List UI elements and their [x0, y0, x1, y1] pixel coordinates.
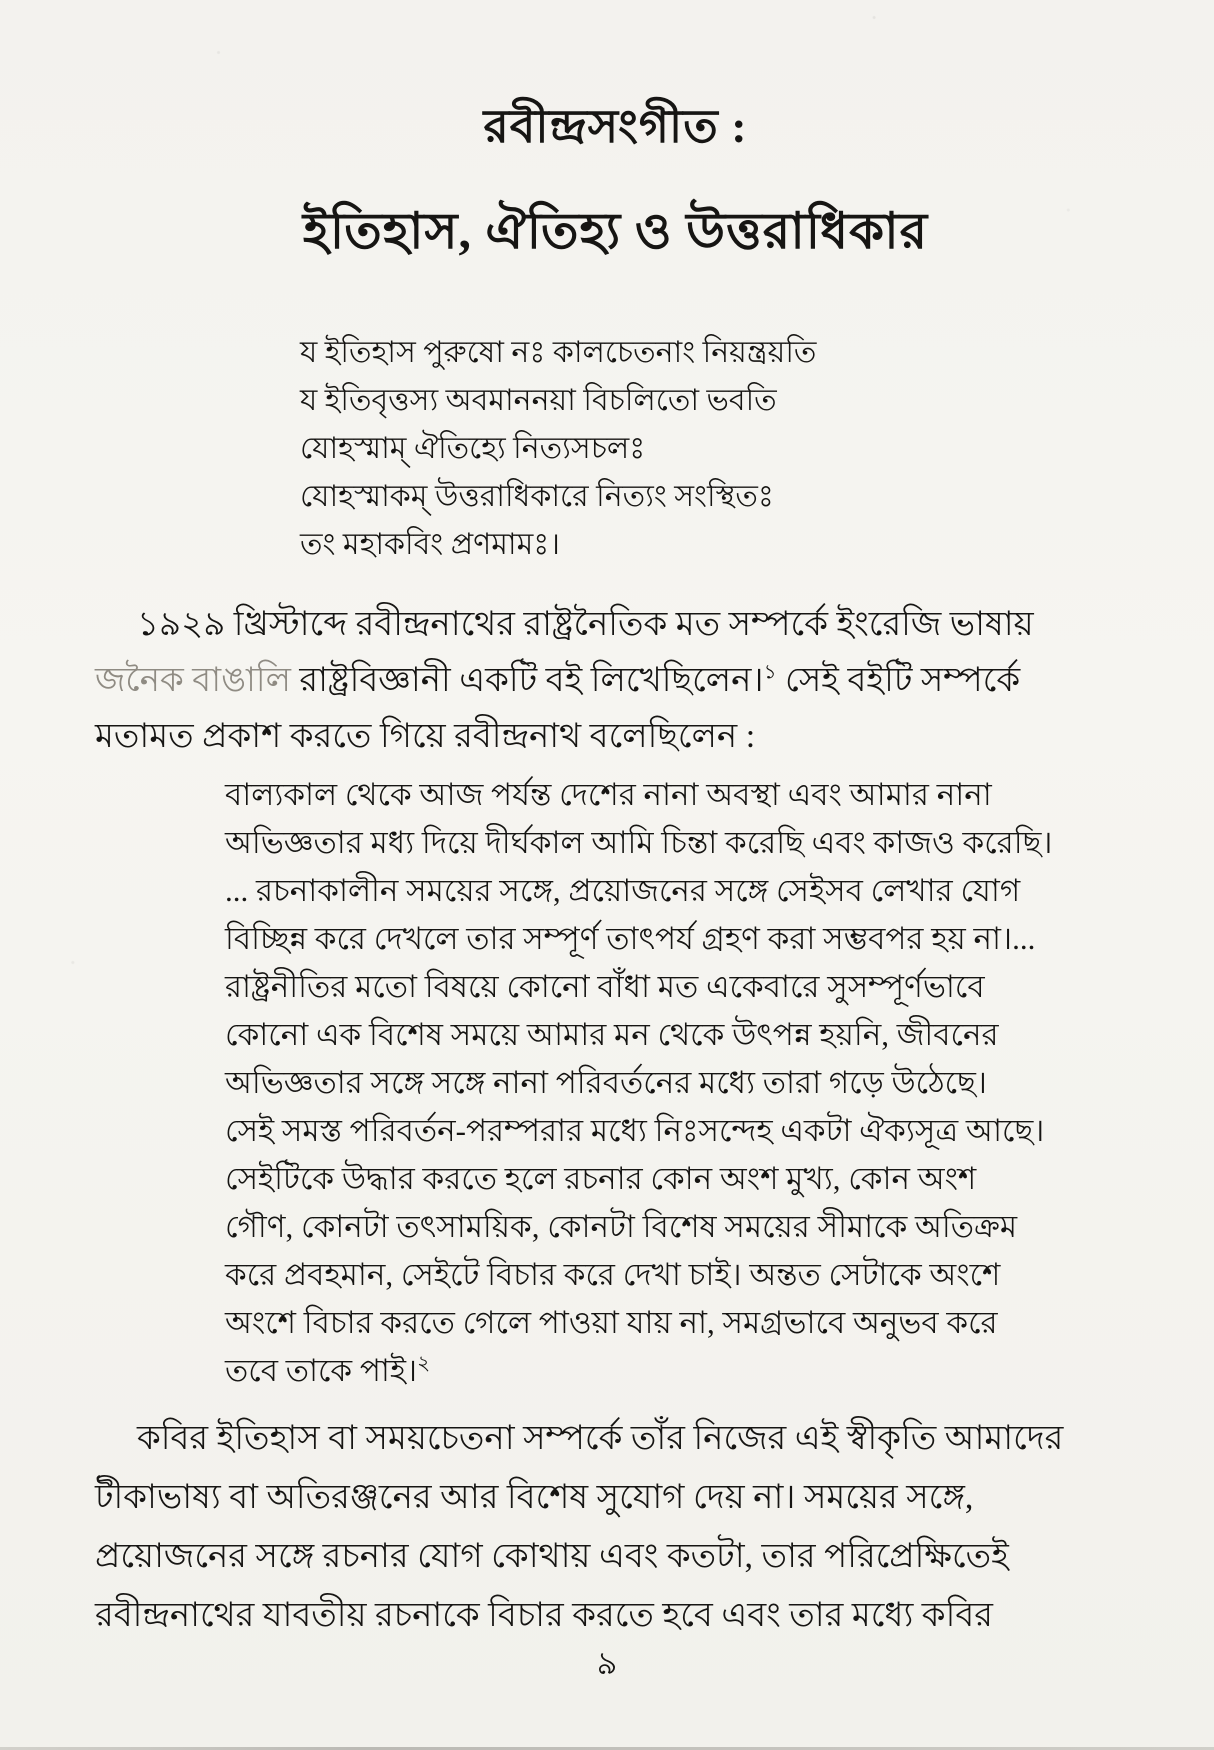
quote-text: তবে তাকে পাই।: [225, 1353, 418, 1388]
title-line-2: ইতিহাস, ঐতিহ্য ও উত্তরাধিকার: [302, 203, 929, 259]
verse-line: য ইতিহাস পুরুষো নঃ কালচেতনাং নিয়ন্ত্রয়তি: [300, 336, 817, 369]
chapter-title: [95, 92, 1136, 277]
verse-line: যোহস্মাম্ ঐতিহ্যে নিত্যসচলঃ: [300, 432, 646, 465]
body-line: [95, 653, 1136, 709]
quote-line: বাল্যকাল থেকে আজ পর্যন্ত দেশের নানা অবস্থা এবং আমার নানা: [225, 777, 992, 812]
body-line: ১৯২৯ খ্রিস্টাব্দে রবীন্দ্রনাথের রাষ্ট্রনৈতিক মত সম্পর্কে ইংরেজি ভাষায়: [137, 606, 1034, 643]
quote-line: সেই সমস্ত পরিবর্তন-পরম্পরার মধ্যে নিঃসন্দেহ একটা ঐক্যসূত্র আছে।: [225, 1113, 1045, 1148]
quote-line: অভিজ্ঞতার মধ্য দিয়ে দীর্ঘকাল আমি চিন্তা করেছি এবং কাজও করেছি।: [225, 825, 1053, 860]
quote-line: সেইটিকে উদ্ধার করতে হলে রচনার কোন অংশ মুখ্য, কোন অংশ: [225, 1161, 977, 1196]
footnote-marker-1: ১: [763, 661, 777, 684]
body-line: মতামত প্রকাশ করতে গিয়ে রবীন্দ্রনাথ বলেছিলেন :: [95, 718, 756, 755]
paragraph-2: [95, 1409, 1136, 1645]
verse-line: য ইতিবৃত্তস্য অবমাননয়া বিচলিতো ভবতি: [300, 384, 777, 417]
block-quote: [225, 771, 1136, 1395]
body-line: টীকাভাষ্য বা অতিরঞ্জনের আর বিশেষ সুযোগ দেয় না। সময়ের সঙ্গে,: [95, 1479, 974, 1516]
page-number: ৯: [596, 1645, 618, 1681]
quote-line: ... রচনাকালীন সময়ের সঙ্গে, প্রয়োজনের সঙ্গে সেইসব লেখার যোগ: [225, 873, 1021, 908]
quote-line: কোনো এক বিশেষ সময়ে আমার মন থেকে উৎপন্ন হয়নি, জীবনের: [225, 1017, 999, 1052]
body-text: রাষ্ট্রবিজ্ঞানী একটি বই লিখেছিলেন।: [290, 662, 764, 699]
quote-line: অভিজ্ঞতার সঙ্গে সঙ্গে নানা পরিবর্তনের মধ্যে তারা গড়ে উঠেছে।: [225, 1065, 987, 1100]
body-line: কবির ইতিহাস বা সময়চেতনা সম্পর্কে তাঁর নিজের এই স্বীকৃতি আমাদের: [137, 1420, 1064, 1457]
quote-line: অংশে বিচার করতে গেলে পাওয়া যায় না, সমগ্রভাবে অনুভব করে: [225, 1305, 998, 1340]
body-line: প্রয়োজনের সঙ্গে রচনার যোগ কোথায় এবং কতটা, তার পরিপ্রেক্ষিতেই: [95, 1538, 1009, 1575]
footnote-marker-2: ২: [417, 1352, 431, 1375]
quote-line: গৌণ, কোনটা তৎসাময়িক, কোনটা বিশেষ সময়ের সীমাকে অতিক্রম: [225, 1209, 1018, 1244]
quote-line: [225, 1347, 1136, 1395]
quote-line: রাষ্ট্রনীতির মতো বিষয়ে কোনো বাঁধা মত একেবারে সুসম্পূর্ণভাবে: [225, 969, 985, 1004]
quote-line: বিচ্ছিন্ন করে দেখলে তার সম্পূর্ণ তাৎপর্য গ্রহণ করা সম্ভবপর হয় না।...: [225, 921, 1036, 956]
verse-line: তং মহাকবিং প্রণমামঃ।: [300, 528, 560, 561]
title-line-1: রবীন্দ্রসংগীত :: [483, 101, 748, 152]
faded-print-text: জনৈক বাঙালি: [95, 662, 291, 699]
epigraph-verse: [300, 329, 1136, 569]
quote-line: করে প্রবহমান, সেইটে বিচার করে দেখা চাই। অন্তত সেটাকে অংশে: [225, 1257, 1001, 1292]
body-text: সেই বইটি সম্পর্কে: [776, 662, 1021, 699]
verse-line: যোহস্মাকম্ উত্তরাধিকারে নিত্যং সংস্থিতঃ: [300, 480, 774, 513]
paragraph-1: [95, 597, 1136, 765]
body-line: রবীন্দ্রনাথের যাবতীয় রচনাকে বিচার করতে হবে এবং তার মধ্যে কবির: [95, 1597, 993, 1634]
